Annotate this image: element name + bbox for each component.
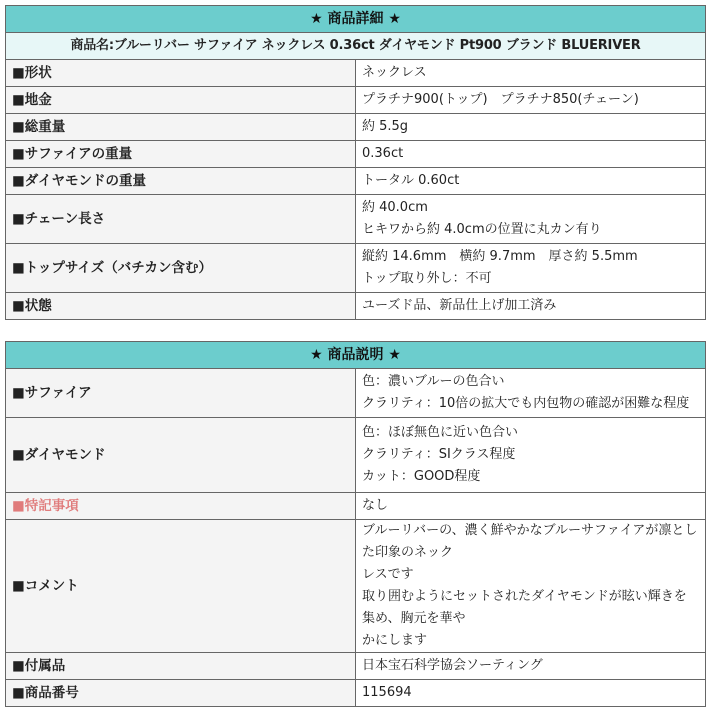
table-row (6, 520, 706, 653)
top-size-label: ■トップサイズ（バチカン含む） (6, 244, 356, 293)
comment-line: かにします (362, 633, 428, 648)
sapphire-label: ■サファイア (6, 369, 356, 418)
sapphire-value (356, 369, 706, 418)
table-row (6, 293, 706, 320)
sapphire-weight-label: ■サファイアの重量 (6, 141, 356, 168)
comment-line: レスです (362, 567, 414, 582)
item-number-label: ■商品番号 (6, 680, 356, 707)
diamond-weight-value: トータル 0.60ct (356, 168, 706, 195)
shape-label: ■形状 (6, 60, 356, 87)
table-row (6, 369, 706, 418)
sapphire-line: クラリティ：10倍の拡大でも内包物の確認が困難な程度 (362, 396, 690, 411)
table-row (6, 680, 706, 707)
table-row (6, 418, 706, 493)
diamond-line: カット：GOOD程度 (362, 469, 481, 484)
accessories-label: ■付属品 (6, 653, 356, 680)
product-title: 商品名:ブルーリバー サファイア ネックレス 0.36ct ダイヤモンド Pt900 ブランド BLUERIVER (6, 33, 706, 60)
diamond-label: ■ダイヤモンド (6, 418, 356, 493)
item-number-value: 115694 (356, 680, 706, 707)
comment-label: ■コメント (6, 520, 356, 653)
condition-value: ユーズド品、新品仕上げ加工済み (356, 293, 706, 320)
table-row (6, 195, 706, 244)
comment-line: ブルーリバーの、濃く鮮やかなブルーサファイアが凛とした印象のネック (362, 523, 698, 560)
details-header: ★ 商品詳細 ★ (6, 6, 706, 33)
table-row (6, 168, 706, 195)
table-row (6, 141, 706, 168)
product-details-table (5, 5, 706, 320)
top-size-line: 縦約 14.6mm 横約 9.7mm 厚さ約 5.5mm (362, 249, 638, 264)
top-size-line: トップ取り外し：不可 (362, 271, 492, 286)
diamond-value (356, 418, 706, 493)
total-weight-label: ■総重量 (6, 114, 356, 141)
comment-line: 取り囲むようにセットされたダイヤモンドが眩い輝きを集め、胸元を華や (362, 589, 687, 626)
table-row (6, 87, 706, 114)
table-row (6, 653, 706, 680)
table-row (6, 114, 706, 141)
chain-length-value (356, 195, 706, 244)
shape-value: ネックレス (356, 60, 706, 87)
chain-length-label: ■チェーン長さ (6, 195, 356, 244)
product-description-table (5, 341, 706, 707)
diamond-line: 色：ほぼ無色に近い色合い (362, 425, 519, 440)
chain-length-line: 約 40.0cm (362, 200, 428, 215)
description-header: ★ 商品説明 ★ (6, 342, 706, 369)
accessories-value: 日本宝石科学協会ソーティング (356, 653, 706, 680)
diamond-line: クラリティ：SIクラス程度 (362, 447, 516, 462)
total-weight-value: 約 5.5g (356, 114, 706, 141)
comment-value (356, 520, 706, 653)
special-notes-value: なし (356, 493, 706, 520)
chain-length-line: ヒキワから約 4.0cmの位置に丸カン有り (362, 222, 602, 237)
special-notes-label: ■特記事項 (6, 493, 356, 520)
metal-value: プラチナ900(トップ) プラチナ850(チェーン) (356, 87, 706, 114)
table-row (6, 493, 706, 520)
condition-label: ■状態 (6, 293, 356, 320)
sapphire-line: 色：濃いブルーの色合い (362, 374, 505, 389)
table-row (6, 244, 706, 293)
metal-label: ■地金 (6, 87, 356, 114)
diamond-weight-label: ■ダイヤモンドの重量 (6, 168, 356, 195)
table-row (6, 60, 706, 87)
sapphire-weight-value: 0.36ct (356, 141, 706, 168)
top-size-value (356, 244, 706, 293)
